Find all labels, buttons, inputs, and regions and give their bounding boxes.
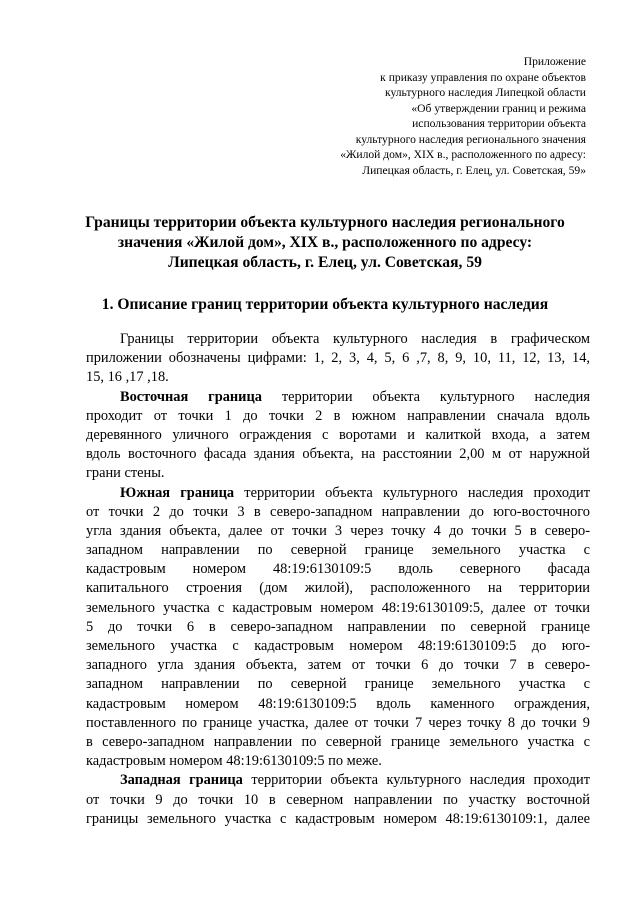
body-line: кадастровым номером 48:19:6130109:5 по меже.: [86, 753, 382, 770]
body-text: территории объекта культурного наследия проходит: [251, 772, 590, 789]
body-line: приложении обозначены цифрами: 1, 2, 3, 4, 5, 6 ,7, 8, 9, 10, 11, 12, 13, 14,: [86, 350, 590, 367]
appendix-line: Приложение: [523, 55, 586, 68]
body-line: западном направлении по северной границе земельного участка с: [86, 542, 590, 559]
appendix-line: культурного наследия регионального значения: [355, 132, 586, 146]
body-line: кадастровым номером 48:19:6130109:5 вдоль северного фасада: [86, 561, 590, 578]
west-boundary-label: Западная граница: [120, 772, 243, 789]
body-line: вдоль восточного фасада здания объекта, на расстоянии 2,00 м от наружной: [86, 446, 590, 463]
body-line: кадастровым номером 48:19:6130109:5 вдоль каменного ограждения,: [86, 695, 590, 712]
body-line: 15, 16 ,17 ,18.: [86, 369, 169, 386]
body-text: территории объекта культурного наследия: [281, 388, 590, 405]
appendix-header: [266, 54, 586, 178]
body-line: капитального строения (дом жилой), расположенного на территории: [86, 580, 590, 597]
body-line: поставленного по границе участка, далее от точки 7 через точку 8 до точки 9: [86, 714, 590, 731]
body-line: границы земельного участка с кадастровым номером 48:19:6130109:1, далее: [86, 810, 590, 827]
body-line: [86, 771, 590, 790]
south-boundary-label: Южная граница: [120, 484, 235, 501]
body-line: от точки 2 до точки 3 в северо-западном направлении до юго-восточного: [86, 503, 590, 520]
appendix-line: к приказу управления по охране объектов: [380, 70, 586, 84]
body-line: [86, 484, 590, 503]
body-line: в северо-западном направлении по северной границе земельного участка с: [86, 733, 590, 750]
body-line: проходит от точки 1 до точки 2 в южном направлении сначала вдоль: [86, 407, 590, 424]
body-line: западном направлении по северной границе земельного участка с: [86, 676, 590, 693]
document-title: [60, 213, 590, 273]
appendix-line: «Жилой дом», XIX в., расположенного по адресу:: [340, 148, 586, 161]
body-line: 5 до точки 6 в северо-западном направлении по северной границе: [86, 618, 590, 635]
section-heading: 1. Описание границ территории объекта культурного наследия: [101, 296, 549, 313]
appendix-line: использования территории объекта: [412, 117, 586, 130]
body-line: западного угла здания объекта, затем от точки 6 до точки 7 в северо-: [86, 657, 590, 674]
appendix-line: культурного наследия Липецкой области: [385, 86, 586, 99]
document-body: [86, 330, 590, 829]
appendix-line: Липецкая область, г. Елец, ул. Советская, 59»: [362, 163, 586, 177]
title-line: Границы территории объекта культурного наследия регионального: [85, 214, 565, 231]
body-line: от точки 9 до точки 10 в северном направлении по участку восточной: [86, 791, 590, 808]
body-line: деревянного уличного ограждения с воротами и калиткой входа, а затем: [86, 426, 590, 443]
body-line: грани стены.: [86, 465, 165, 482]
body-line: земельного участка с кадастровым номером 48:19:6130109:5 до юго-: [86, 638, 590, 654]
title-line: Липецкая область, г. Елец, ул. Советская, 59: [168, 254, 482, 271]
body-line: Границы территории объекта культурного наследия в графическом: [120, 331, 590, 347]
body-text: территории объекта культурного наследия проходит: [244, 484, 590, 501]
body-line: угла здания объекта, далее от точки 3 через точку 4 до точки 5 в северо-: [86, 522, 590, 539]
appendix-line: «Об утверждении границ и режима: [411, 101, 586, 115]
title-line: значения «Жилой дом», XIX в., расположенного по адресу:: [117, 234, 533, 251]
east-boundary-label: Восточная граница: [120, 388, 262, 405]
body-line: земельного участка с кадастровым номером 48:19:6130109:5, далее от точки: [86, 599, 590, 616]
body-line: [86, 388, 590, 407]
